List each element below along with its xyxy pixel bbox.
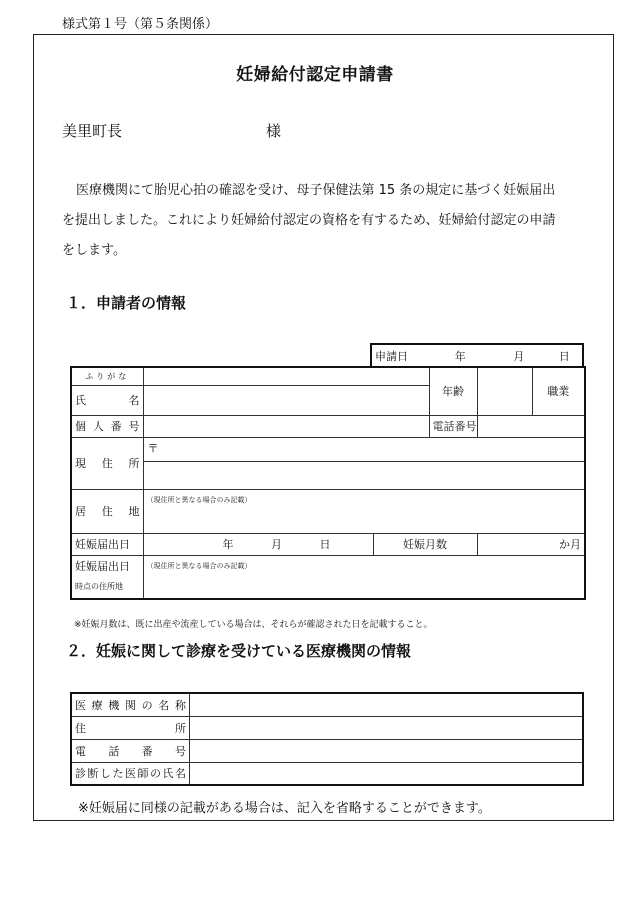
pregnancy-months-input[interactable] bbox=[477, 533, 585, 555]
intro-line: をします。 bbox=[62, 243, 126, 258]
intro-paragraph bbox=[62, 176, 582, 266]
notification-date-label: 妊娠届出日 bbox=[71, 533, 143, 555]
my-number-input[interactable] bbox=[143, 415, 429, 437]
phone-input[interactable] bbox=[477, 415, 585, 437]
application-month-field[interactable] bbox=[488, 344, 510, 367]
document-title: 妊婦給付認定申請書 bbox=[236, 65, 394, 85]
my-number-label: 個人番号 bbox=[71, 415, 143, 437]
pregnancy-months-footnote: ※妊娠月数は、既に出産や流産している場合は、それらが確認された日を記載すること。 bbox=[74, 620, 433, 630]
intro-line: を提出しました。これにより妊婦給付認定の資格を有するため、妊婦給付認定の申請 bbox=[62, 213, 556, 228]
intro-line: 医療機関にて胎児心拍の確認を受け、母子保健法第 15 条の規定に基づく妊娠届出 bbox=[76, 183, 556, 198]
furigana-input[interactable] bbox=[143, 367, 429, 385]
notification-date-input[interactable] bbox=[143, 533, 373, 555]
notification-address-label-line1: 妊娠届出日 bbox=[75, 559, 130, 573]
doctor-name-label: 診断した医師の氏名 bbox=[71, 762, 189, 785]
institution-name-input[interactable] bbox=[189, 693, 583, 716]
pregnancy-months-label: 妊娠月数 bbox=[373, 533, 477, 555]
nd-day-label: 日 bbox=[319, 538, 331, 551]
address-label: 現 住 所 bbox=[71, 437, 143, 489]
nd-month-label: 月 bbox=[271, 538, 282, 551]
furigana-label: ふりがな bbox=[71, 367, 143, 385]
application-day-label: 日 bbox=[558, 349, 570, 363]
closing-note: ※妊娠届に同様の記載がある場合は、記入を省略することができます。 bbox=[78, 801, 491, 816]
notification-address-label-line2: 時点の住所地 bbox=[75, 581, 123, 591]
months-unit: か月 bbox=[559, 538, 581, 551]
phone-label: 電話番号 bbox=[429, 415, 477, 437]
section2-heading: ２．妊娠に関して診療を受けている医療機関の情報 bbox=[66, 642, 412, 660]
institution-phone-input[interactable] bbox=[189, 739, 583, 762]
residence-input[interactable] bbox=[143, 489, 585, 533]
form-number-label: 様式第１号（第５条関係） bbox=[62, 17, 219, 32]
nd-year-label: 年 bbox=[222, 538, 234, 551]
age-input[interactable] bbox=[477, 367, 532, 415]
applicant-info-table bbox=[70, 366, 586, 600]
application-year-field[interactable] bbox=[430, 344, 452, 367]
postal-code-line[interactable] bbox=[144, 438, 585, 462]
residence-label: 居 住 地 bbox=[71, 489, 143, 533]
institution-address-input[interactable] bbox=[189, 716, 583, 739]
name-label: 氏 名 bbox=[71, 385, 143, 415]
doctor-name-input[interactable] bbox=[189, 762, 583, 785]
application-year-label: 年 bbox=[454, 349, 466, 363]
medical-institution-table bbox=[70, 692, 584, 786]
application-date-box bbox=[370, 343, 584, 368]
recipient: 美里町長 bbox=[62, 122, 123, 140]
institution-address-label: 住 所 bbox=[71, 716, 189, 739]
application-month-label: 月 bbox=[513, 349, 525, 363]
address-input[interactable] bbox=[143, 437, 585, 489]
notification-address-input[interactable] bbox=[143, 555, 585, 599]
section1-heading: １．申請者の情報 bbox=[66, 294, 187, 312]
notification-address-note: （現住所と異なる場合のみ記載） bbox=[146, 561, 252, 570]
occupation-label: 職業 bbox=[532, 367, 585, 415]
name-input[interactable] bbox=[143, 385, 429, 415]
postal-mark: 〒 bbox=[147, 441, 159, 455]
honorific: 様 bbox=[266, 122, 282, 140]
age-label: 年齢 bbox=[429, 367, 477, 415]
institution-phone-label: 電 話 番 号 bbox=[71, 739, 189, 762]
application-date-label: 申請日 bbox=[375, 349, 408, 363]
notification-address-label bbox=[71, 555, 143, 599]
residence-note: （現住所と異なる場合のみ記載） bbox=[146, 495, 252, 504]
institution-name-label: 医療機関の名称 bbox=[71, 693, 189, 716]
